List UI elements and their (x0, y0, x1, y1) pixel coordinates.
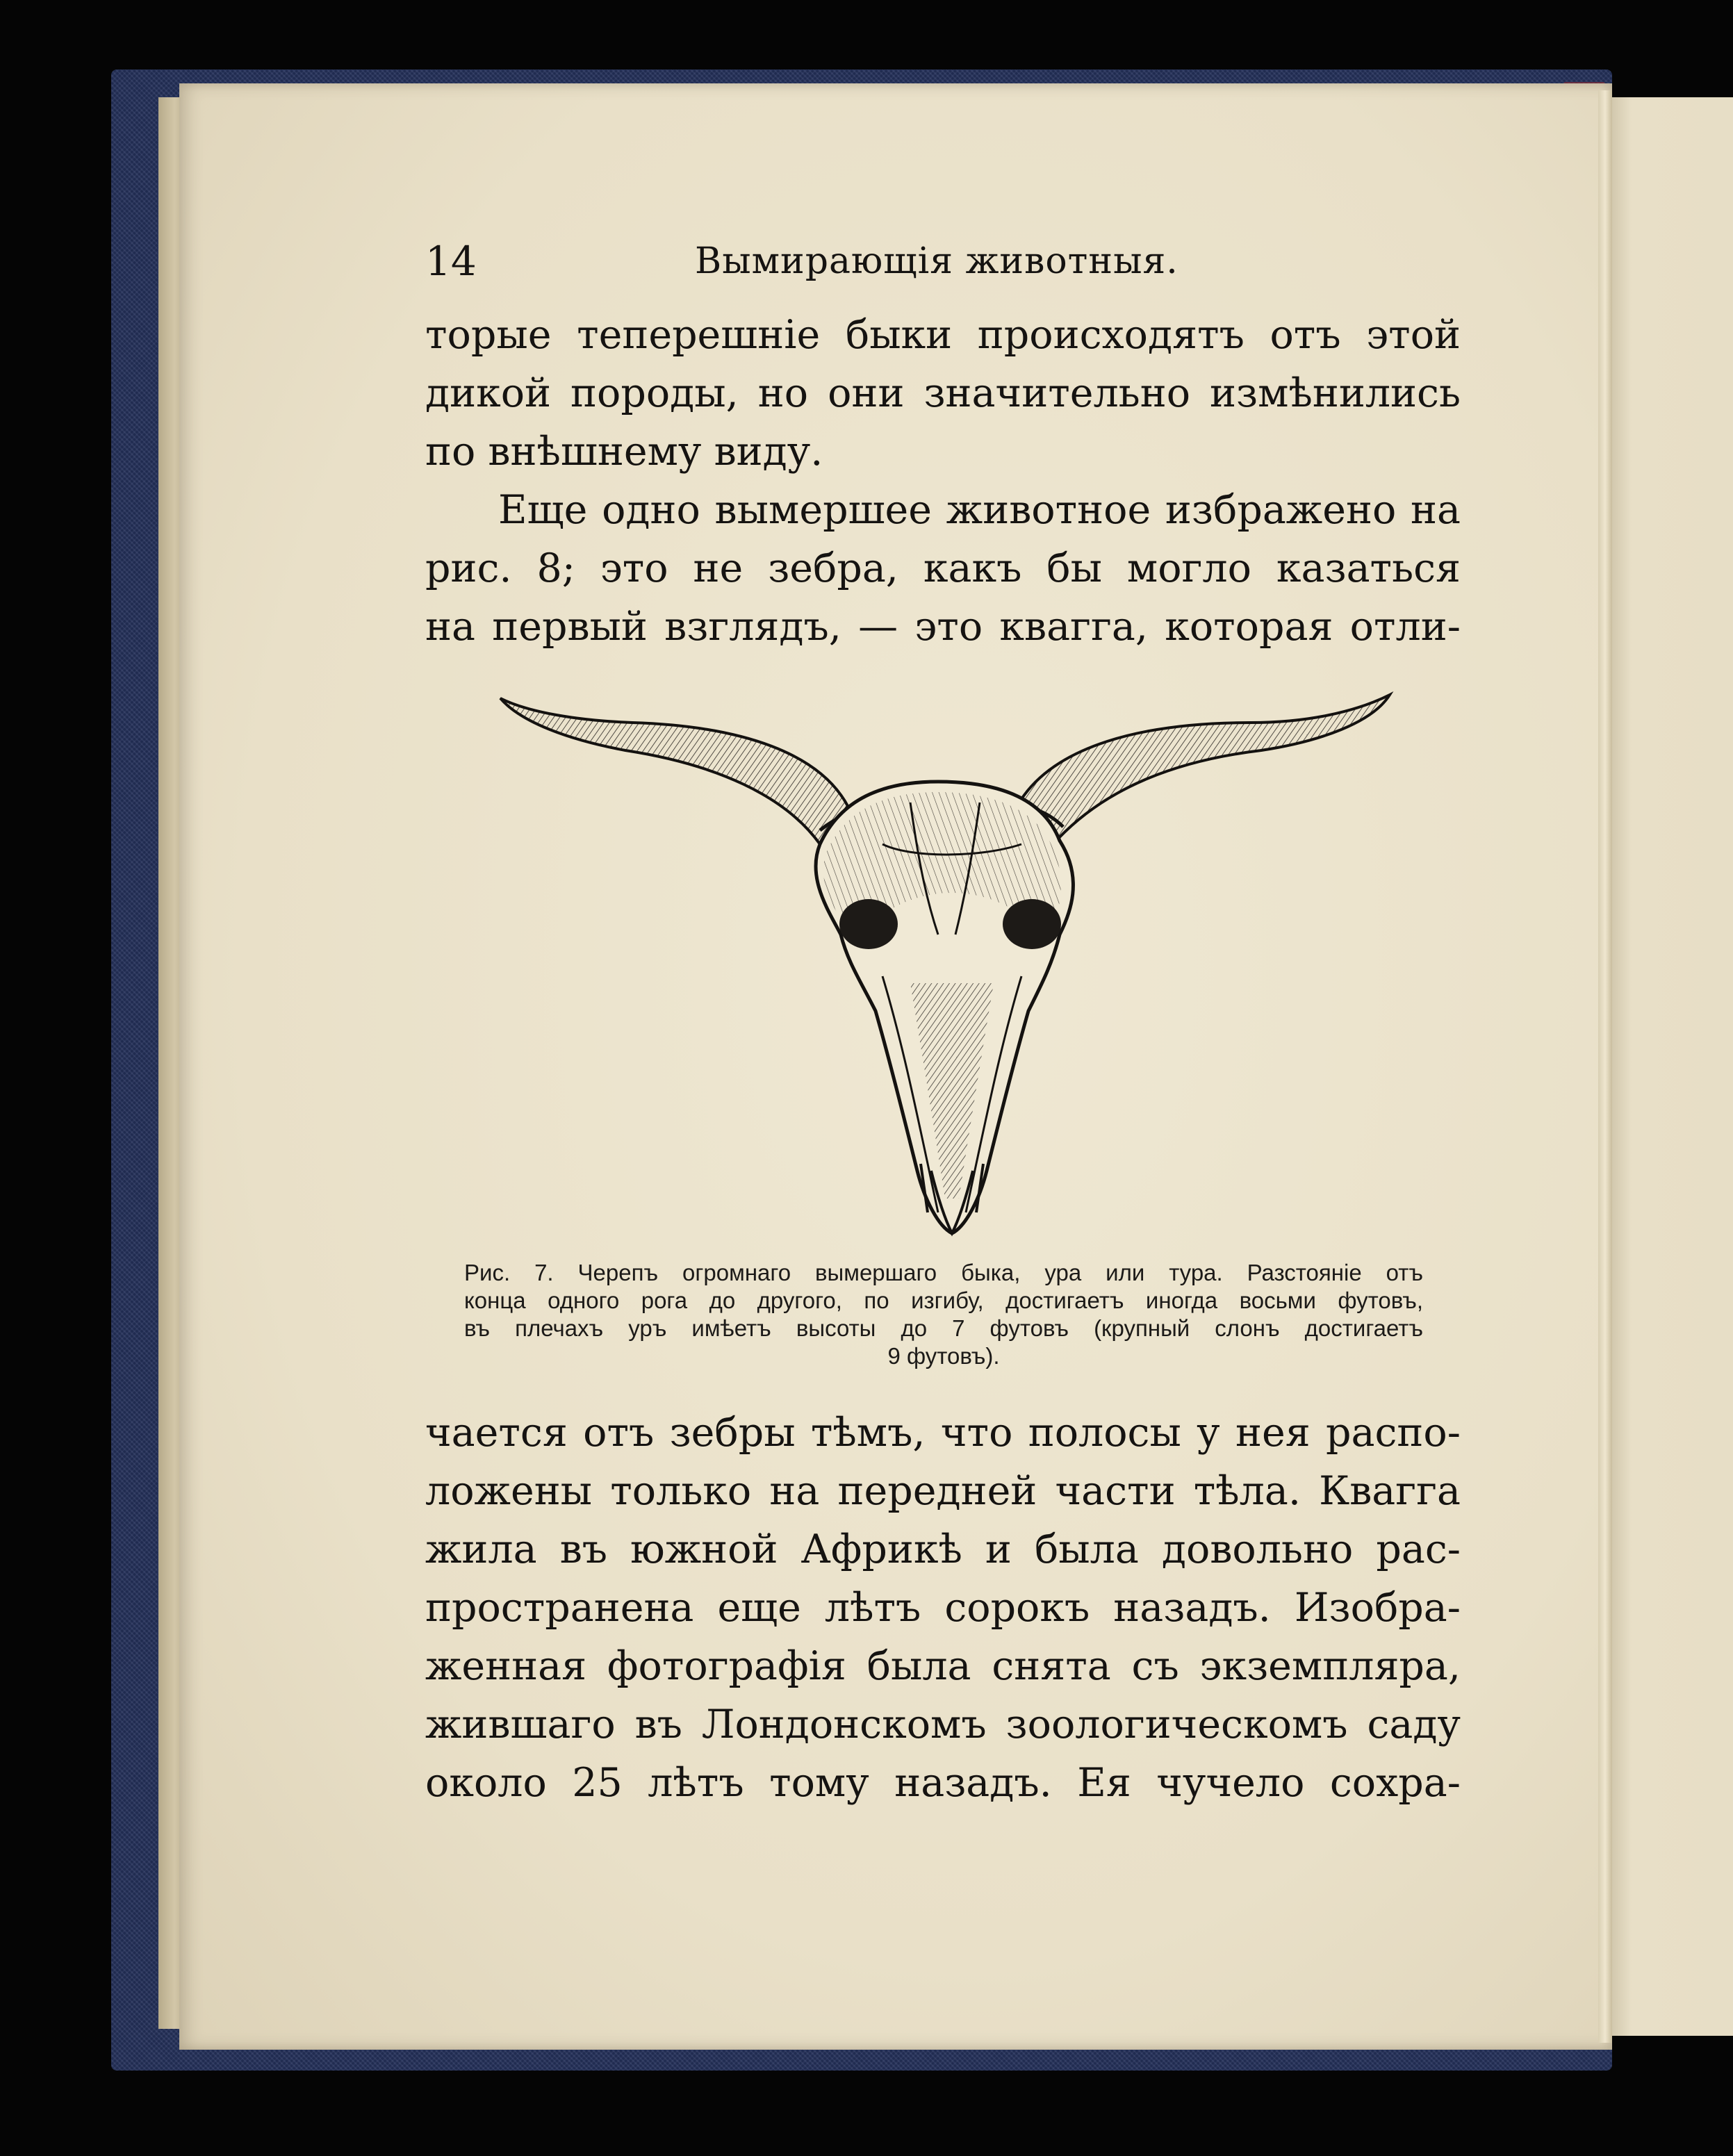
aurochs-skull-illustration (493, 684, 1411, 1240)
skull-engraving-figure (493, 684, 1411, 1240)
text-line: жившаго въ Лондонскомъ зоологическомъ саду (425, 1702, 1461, 1747)
caption-line: въ плечахъ уръ имѣетъ высоты до 7 футовъ (крупный слонъ достигаетъ (464, 1315, 1423, 1341)
text-block-bottom (425, 1404, 1461, 1812)
figure-caption (464, 1259, 1423, 1370)
text-line: женная фотографія была снята съ экземпляра, (425, 1643, 1461, 1689)
caption-line: конца одного рога до другого, по изгибу, достигаетъ иногда восьми футовъ, (464, 1287, 1423, 1313)
text-line: на первый взглядъ, — это квагга, которая отли- (425, 604, 1461, 650)
text-line: по внѣшнему виду. (425, 429, 823, 475)
text-line: рис. 8; это не зебра, какъ бы могло казаться (425, 545, 1461, 591)
caption-line: Рис. 7. Черепъ огромнаго вымершаго быка, ура или тура. Разстояніе отъ (464, 1260, 1423, 1285)
text-line: дикой породы, но они значительно измѣнились (425, 370, 1461, 416)
caption-line: 9 футовъ). (887, 1343, 1000, 1369)
running-head: Вымирающія животныя. (695, 240, 1178, 282)
page-number: 14 (425, 238, 477, 285)
text-line: около 25 лѣтъ тому назадъ. Ея чучело сохра- (425, 1760, 1461, 1806)
text-line: Еще одно вымершее животное избражено на (498, 487, 1461, 533)
text-line: чается отъ зебры тѣмъ, что полосы у нея распо- (425, 1410, 1461, 1456)
text-line: жила въ южной Африкѣ и была довольно рас- (425, 1527, 1461, 1572)
text-block-top (425, 306, 1461, 656)
text-line: торые теперешніе быки происходятъ отъ этой (425, 312, 1461, 358)
text-line: ложены только на передней части тѣла. Квагга (425, 1468, 1461, 1514)
page-fore-edge (1598, 90, 1612, 2043)
text-line: пространена еще лѣтъ сорокъ назадъ. Изобра- (425, 1585, 1461, 1631)
facing-page-edge (1609, 97, 1733, 2036)
